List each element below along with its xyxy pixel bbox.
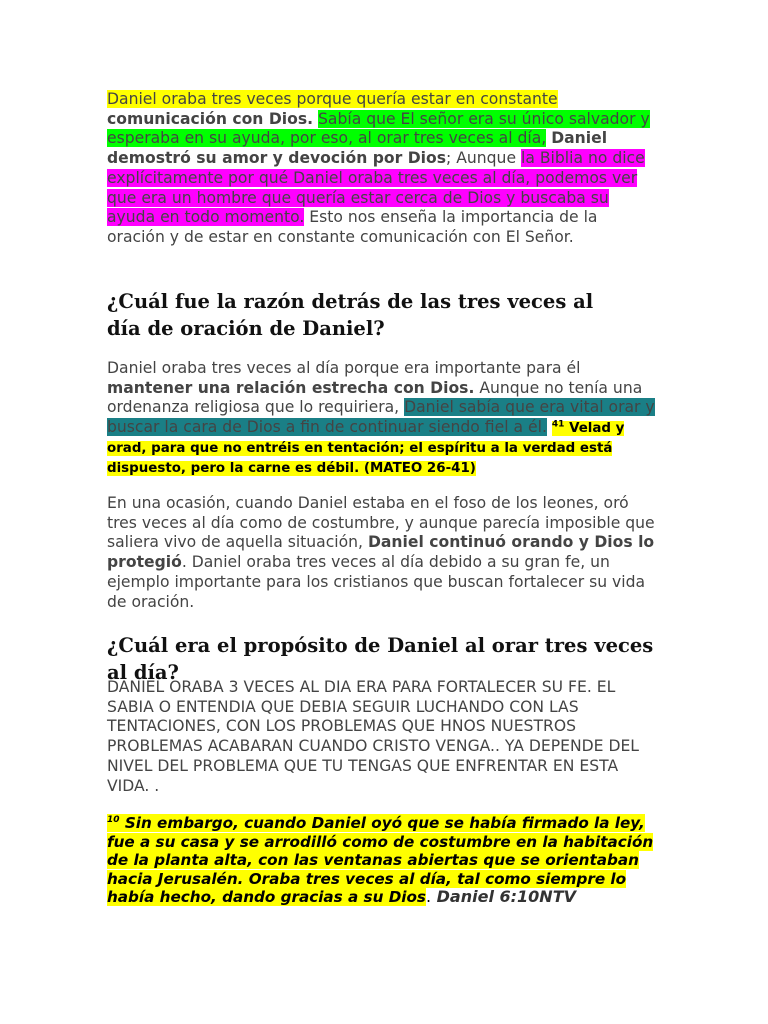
verse-reference: Daniel 6:10NTV xyxy=(431,887,576,906)
paragraph-foso xyxy=(107,494,655,612)
verse-number: 10 xyxy=(107,814,120,825)
plain-text: . Daniel oraba tres veces al día debido a su gran fe, un ejemplo importante para los cristianos que buscan fortalecer su vida de oración. xyxy=(107,553,646,611)
verse-number: 41 xyxy=(551,419,565,430)
bold-phrase: Daniel continuó orando y Dios lo protegió xyxy=(107,533,655,572)
plain-text: En una ocasión, cuando Daniel estaba en el foso de los leones, oró tres veces al día como de costumbre, y aunque parecía imposible que saliera vivo de aquella situación, xyxy=(107,494,655,552)
verse-text: Sin embargo, cuando Daniel oyó que se había firmado la ley, fue a su casa y se arrodilló como de costumbre en la habitación de la planta alta, con las ventanas abiertas que se orientaban hacia Jerusalén. Oraba tres veces al día, tal como siempre lo había hecho, dando gracias a su Dios xyxy=(107,814,654,906)
bold-phrase: comunicación con Dios. xyxy=(107,109,314,128)
highlight-magenta: la Biblia no dice explícitamente por qué Daniel oraba tres veces al día, podemos ver que era un hombre que quería estar cerca de Dios y buscaba su ayuda en todo momento. xyxy=(107,149,645,227)
paragraph-caps: DANIEL ORABA 3 VECES AL DIA ERA PARA FORTALECER SU FE. EL SABIA O ENTENDIA QUE DEBIA SEGUIR LUCHANDO CON LAS TENTACIONES, CON LOS PROBLEMAS QUE HNOS NUESTROS PROBLEMAS ACABARAN CUANDO CRISTO VENGA.. YA DEPENDE DEL NIVEL DEL PROBLEMA QUE TU TENGAS QUE ENFRENTAR EN ESTA VIDA. . xyxy=(107,678,639,795)
paragraph-daniel-verse xyxy=(107,814,655,907)
period: . xyxy=(425,887,432,906)
highlight-green: Sabía que El señor era su único salvador y esperaba en su ayuda, por eso, al orar tres veces al día, xyxy=(107,109,650,148)
highlight-yellow: Daniel oraba tres veces porque quería estar en constante xyxy=(107,90,558,108)
bold-phrase: mantener una relación estrecha con Dios. xyxy=(107,378,475,397)
paragraph-razon xyxy=(107,359,655,478)
heading-proposito: ¿Cuál era el propósito de Daniel al orar tres veces al día? xyxy=(107,634,654,684)
heading-razon: ¿Cuál fue la razón detrás de las tres veces al día de oración de Daniel? xyxy=(107,290,594,340)
bold-phrase: Daniel demostró su amor y devoción por Dios xyxy=(107,129,608,168)
plain-text: Aunque no tenía una ordenanza religiosa que lo requiriera, xyxy=(107,378,643,417)
verse-text: Velad y orad, para que no entréis en tentación; el espíritu a la verdad está dispuesto, pero la carne es débil. (MATEO 26-41) xyxy=(107,421,625,476)
paragraph-intro xyxy=(107,90,655,248)
plain-text: ; Aunque xyxy=(446,149,521,168)
plain-text: Daniel oraba tres veces al día porque era importante para él xyxy=(107,359,581,377)
plain-text: Esto nos enseña la importancia de la oración y de estar en constante comunicación con El Señor. xyxy=(107,208,598,246)
highlight-teal: Daniel sabía que era vital orar y buscar la cara de Dios a fin de continuar siendo fiel a él. xyxy=(107,398,655,437)
